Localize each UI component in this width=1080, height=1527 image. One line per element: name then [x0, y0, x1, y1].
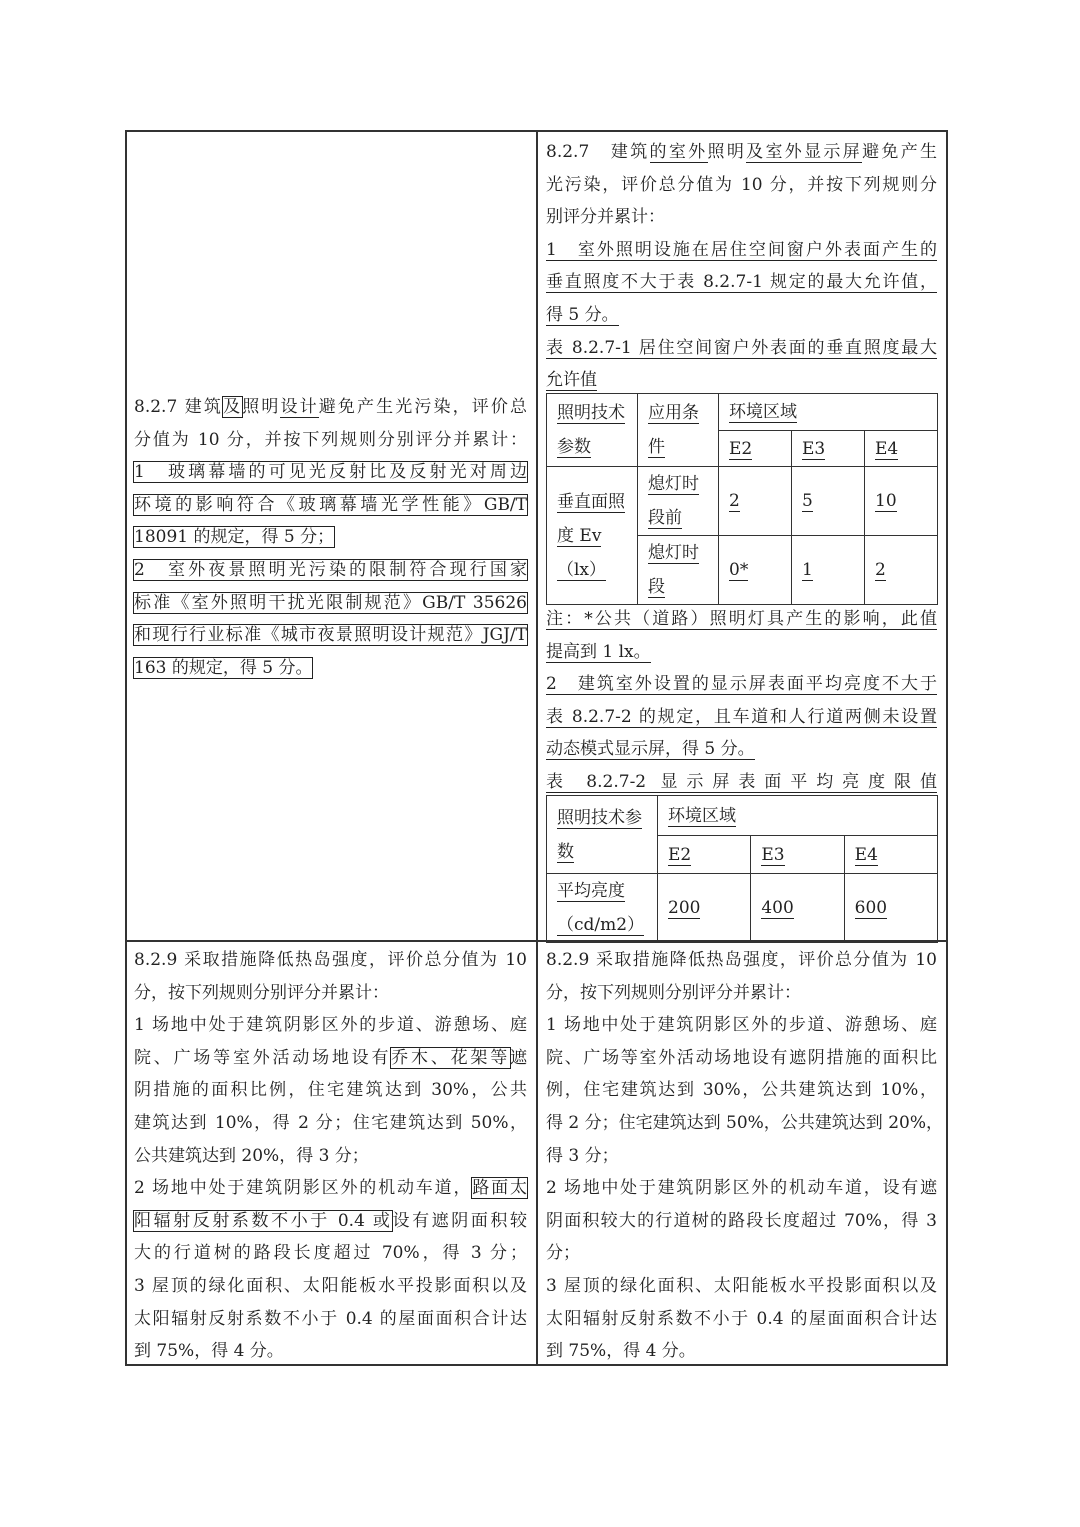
underlined-text: 的室外	[649, 142, 708, 162]
text-line	[134, 1140, 527, 1173]
text-segment: 别评分并累计：	[546, 207, 665, 228]
text-line	[546, 1042, 937, 1075]
cell-value: 2	[729, 491, 740, 511]
text-line	[134, 1107, 527, 1140]
underlined-text: 1 室外照明设施在居住空间窗户外表面产生的	[546, 239, 937, 260]
text-segment: 院、广场等室外活动场地设有遮阴措施的面积比	[546, 1047, 937, 1068]
text-line	[546, 1140, 937, 1173]
cell-value: 10	[875, 491, 897, 511]
text-segment: 避免产生光污染，评价总	[318, 397, 528, 417]
text-line	[546, 332, 937, 365]
cell-value: 1	[802, 560, 813, 580]
text-line	[134, 521, 527, 554]
text-segment: 公共建筑达到 20%，得 3 分；	[134, 1145, 369, 1166]
text-line	[134, 391, 527, 424]
text-segment: 分；	[546, 1243, 580, 1264]
text-line	[546, 701, 937, 734]
text-line	[134, 1009, 527, 1042]
cell-value: 5	[802, 491, 813, 511]
text-segment: 分，按下列规则分别评分并累计：	[134, 982, 389, 1003]
zone: E4	[875, 438, 899, 459]
boxed-text: 路面太	[472, 1178, 527, 1199]
zone: E3	[802, 438, 826, 459]
header-condition: 应用条件	[648, 403, 699, 457]
underlined-text: 动态模式显示屏，得 5 分。	[546, 739, 755, 760]
text-line	[134, 1172, 527, 1205]
boxed-text: 2 室外夜景照明光污染的限制符合现行国家	[134, 559, 527, 580]
text-segment: 到 75%，得 4 分。	[134, 1341, 284, 1362]
boxed-text: 及	[223, 397, 243, 417]
text-segment: 大的行道树的路段长度超过 70%，得 3 分；	[134, 1243, 527, 1264]
new-clause-8-2-7	[546, 136, 937, 397]
text-line	[546, 136, 937, 169]
table-8-2-7-1	[546, 393, 938, 605]
text-segment: 8.2.7 建筑	[134, 397, 224, 417]
boxed-text: 163 的规定，得 5 分。	[134, 657, 313, 678]
text-line	[134, 944, 527, 977]
text-segment: 阴面积较大的行道树的路段长度超过 70%，得 3	[546, 1210, 937, 1231]
underlined-text: 注：*公共（道路）照明灯具产生的影响，此值	[546, 609, 937, 629]
text-line	[134, 1270, 527, 1303]
text-line	[546, 603, 937, 636]
text-line	[546, 364, 937, 397]
text-line	[546, 733, 937, 766]
text-line	[546, 1335, 937, 1368]
text-segment: 2 场地中处于建筑阴影区外的机动车道，	[134, 1178, 473, 1199]
underlined-text: 提高到 1 lx。	[546, 641, 651, 662]
old-clause-8-2-7	[134, 391, 527, 684]
text-line	[546, 1205, 937, 1238]
condition: 熄灯时段	[648, 543, 699, 597]
text-segment: 遮	[510, 1047, 528, 1068]
boxed-text: 乔木、花架等	[391, 1047, 511, 1068]
boxed-text: 标准《室外照明干扰光限制规范》GB/T 35626	[134, 592, 527, 613]
text-segment: 到 75%，得 4 分。	[546, 1341, 696, 1362]
text-line	[546, 1303, 937, 1336]
text-segment: 光污染，评价总分值为 10 分，并按下列规则分	[546, 174, 937, 195]
boxed-text: 1 玻璃幕墙的可见光反射比及反射光对周边	[134, 462, 527, 483]
text-segment: 避免产生	[862, 142, 938, 162]
text-line	[546, 299, 937, 332]
text-segment: 2 场地中处于建筑阴影区外的机动车道，设有遮	[546, 1178, 937, 1199]
text-line	[134, 554, 527, 587]
table-8-2-7-2	[546, 795, 938, 943]
text-segment: 太阳辐射反射系数不小于 0.4 的屋面面积合计达	[134, 1308, 527, 1329]
text-line	[134, 1042, 527, 1075]
row-label: 平均亮度（cd/m2）	[557, 881, 645, 935]
header-env: 环境区域	[668, 805, 736, 826]
row-label: 垂直面照度 Ev（lx）	[557, 491, 625, 580]
header-param: 照明技术参数	[557, 403, 625, 457]
text-segment: 照明	[707, 142, 747, 162]
underlined-text: 表 8.2.7-2 的规定，且车道和人行道两侧未设置	[546, 706, 937, 727]
text-line	[134, 1205, 527, 1238]
text-line	[134, 1335, 527, 1368]
boxed-text: 阳辐射反射系数不小于 0.4 或	[134, 1210, 393, 1231]
text-line	[134, 619, 527, 652]
text-line	[546, 944, 937, 977]
cell-value: 400	[761, 898, 794, 918]
cell-value: 2	[875, 560, 886, 580]
text-segment: 8.2.7 建筑	[546, 142, 650, 162]
text-line	[546, 977, 937, 1010]
zone: E2	[668, 844, 692, 865]
boxed-text: 环境的影响符合《玻璃幕墙光学性能》GB/T	[134, 494, 527, 515]
table-border-left	[125, 130, 127, 1366]
text-line	[134, 424, 527, 457]
text-segment: 得 3 分；	[546, 1145, 619, 1166]
text-line	[134, 489, 527, 522]
underlined-text: 及室外显示屏	[746, 142, 863, 162]
text-line	[134, 1074, 527, 1107]
text-line	[134, 977, 527, 1010]
cell-value: 200	[668, 898, 701, 918]
text-segment: 1 场地中处于建筑阴影区外的步道、游憩场、庭	[546, 1015, 937, 1036]
text-segment: 例，住宅建筑达到 30%，公共建筑达到 10%，	[546, 1080, 937, 1101]
text-segment: 8.2.9 采取措施降低热岛强度，评价总分值为 10	[134, 950, 527, 970]
old-clause-8-2-9	[134, 944, 527, 1368]
text-line	[546, 1009, 937, 1042]
text-segment: 3 屋顶的绿化面积、太阳能板水平投影面积以及	[546, 1275, 937, 1296]
text-line	[134, 456, 527, 489]
text-segment: 分值为 10 分，并按下列规则分别评分并累计：	[134, 429, 527, 450]
text-line	[546, 266, 937, 299]
cell-value: 0*	[729, 560, 749, 580]
text-line	[546, 668, 937, 701]
text-segment: 3 屋顶的绿化面积、太阳能板水平投影面积以及	[134, 1275, 527, 1296]
new-clause-8-2-9	[546, 944, 944, 1368]
text-line	[546, 169, 937, 202]
text-line	[546, 1074, 937, 1107]
condition: 熄灯时段前	[648, 474, 699, 528]
underlined-text: 垂直照度不大于表 8.2.7-1 规定的最大允许值，	[546, 272, 937, 293]
text-line	[134, 1303, 527, 1336]
text-segment: 照明	[242, 397, 281, 417]
zone: E3	[761, 844, 785, 865]
text-line	[546, 1107, 944, 1140]
text-line	[134, 587, 527, 620]
text-line	[546, 1172, 937, 1205]
text-line	[546, 234, 937, 267]
underlined-text: 得 5 分。	[546, 304, 619, 325]
text-line	[546, 1270, 937, 1303]
table-note-and-item-2	[546, 603, 937, 799]
text-line	[134, 1237, 527, 1270]
text-line	[546, 201, 937, 234]
zone: E4	[854, 844, 878, 865]
boxed-text: 和现行行业标准《城市夜景照明设计规范》JGJ/T	[134, 625, 527, 646]
table-border-right	[946, 130, 948, 1366]
text-segment: 院、广场等室外活动场地设有	[134, 1047, 392, 1068]
text-segment: 太阳辐射反射系数不小于 0.4 的屋面面积合计达	[546, 1308, 937, 1329]
underlined-text: 2 建筑室外设置的显示屏表面平均亮度不大于	[546, 674, 937, 695]
text-segment: 设有遮阴面积较	[392, 1210, 528, 1231]
header-param: 照明技术参数	[557, 807, 642, 862]
text-segment: 1 场地中处于建筑阴影区外的步道、游憩场、庭	[134, 1015, 527, 1036]
text-segment: 得 2 分；住宅建筑达到 50%，公共建筑达到 20%，	[546, 1112, 944, 1133]
underlined-text: 允许值	[546, 370, 597, 391]
underlined-text: 表 8.2.7-2 显示屏表面平均亮度限值	[546, 771, 937, 792]
text-segment: 分，按下列规则分别评分并累计：	[546, 982, 801, 1003]
text-line	[546, 636, 937, 669]
text-line	[546, 1237, 937, 1270]
text-segment: 阴措施的面积比例，住宅建筑达到 30%，公共	[134, 1080, 527, 1101]
cell-value: 600	[854, 898, 888, 918]
boxed-text: 18091 的规定，得 5 分；	[134, 527, 335, 548]
underlined-text: 表 8.2.7-1 居住空间窗户外表面的垂直照度最大	[546, 337, 937, 358]
header-env: 环境区域	[729, 402, 797, 422]
column-divider	[536, 130, 538, 1366]
text-line	[134, 652, 527, 685]
text-segment: 8.2.9 采取措施降低热岛强度，评价总分值为 10	[546, 950, 937, 970]
text-segment: 建筑达到 10%，得 2 分；住宅建筑达到 50%，	[134, 1112, 527, 1133]
zone: E2	[729, 438, 753, 459]
underlined-text: 设计	[280, 397, 319, 417]
text-line	[546, 766, 937, 799]
